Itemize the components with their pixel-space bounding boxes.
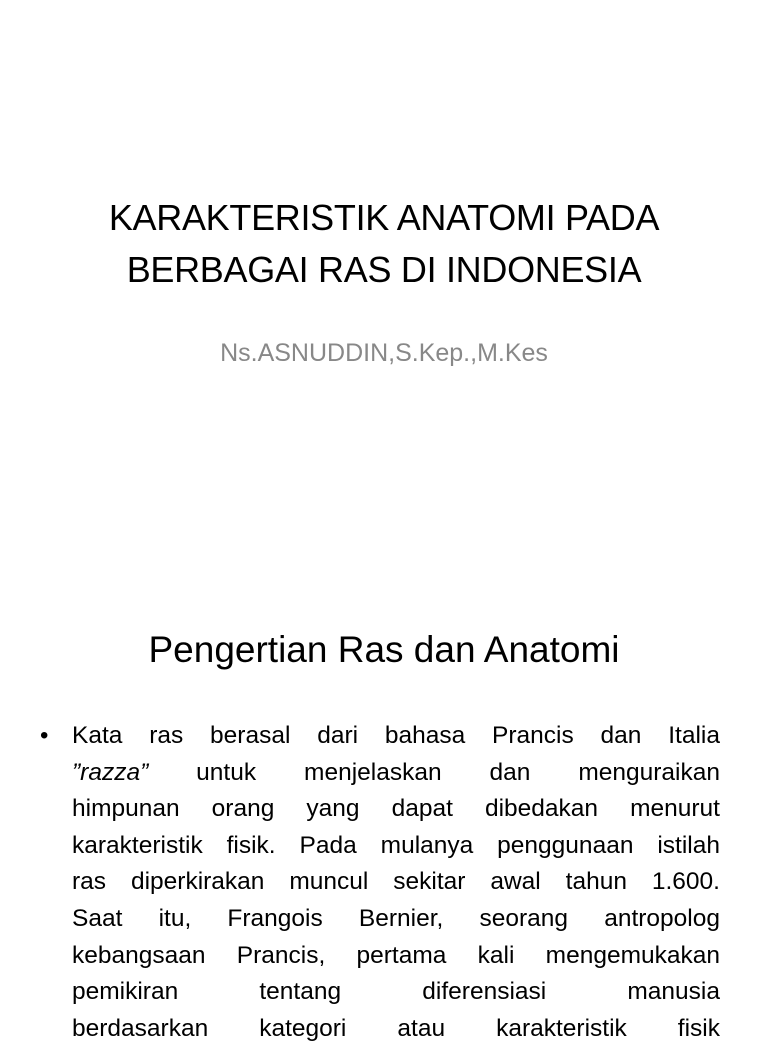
italic-term: ”razza” bbox=[72, 758, 149, 786]
slide-title-line-2: BERBAGAI RAS DI INDONESIA bbox=[126, 249, 642, 290]
bullet-paragraph bbox=[72, 718, 720, 1047]
paragraph-line-2-rest: untuk menjelaskan dan menguraikan bbox=[148, 758, 720, 786]
slide-title-line-1: KARAKTERISTIK ANATOMI PADA bbox=[108, 197, 660, 238]
paragraph-line-6: Saat itu, Frangois Bernier, seorang antropolog bbox=[72, 904, 720, 932]
paragraph-line-7: kebangsaan Prancis, pertama kali mengemukakan bbox=[72, 941, 720, 969]
paragraph-line-4: karakteristik fisik. Pada mulanya penggunaan istilah bbox=[72, 831, 720, 859]
author-subtitle: Ns.ASNUDDIN,S.Kep.,M.Kes bbox=[220, 339, 548, 367]
slide-title bbox=[40, 192, 728, 296]
bullet-item bbox=[40, 718, 720, 1047]
bullet-marker: • bbox=[40, 722, 49, 749]
paragraph-line-3: himpunan orang yang dapat dibedakan menurut bbox=[72, 795, 720, 823]
paragraph-line-1: Kata ras berasal dari bahasa Prancis dan Italia bbox=[72, 722, 720, 749]
content-slide-title: Pengertian Ras dan Anatomi bbox=[148, 629, 620, 670]
paragraph-line-9: berdasarkan kategori atau karakteristik fisik bbox=[72, 1014, 720, 1042]
paragraph-line-2 bbox=[72, 755, 720, 792]
content-slide bbox=[0, 576, 768, 1042]
paragraph-line-8: pemikiran tentang diferensiasi manusia bbox=[72, 978, 720, 1006]
paragraph-line-5: ras diperkirakan muncul sekitar awal tahun 1.600. bbox=[72, 868, 720, 896]
